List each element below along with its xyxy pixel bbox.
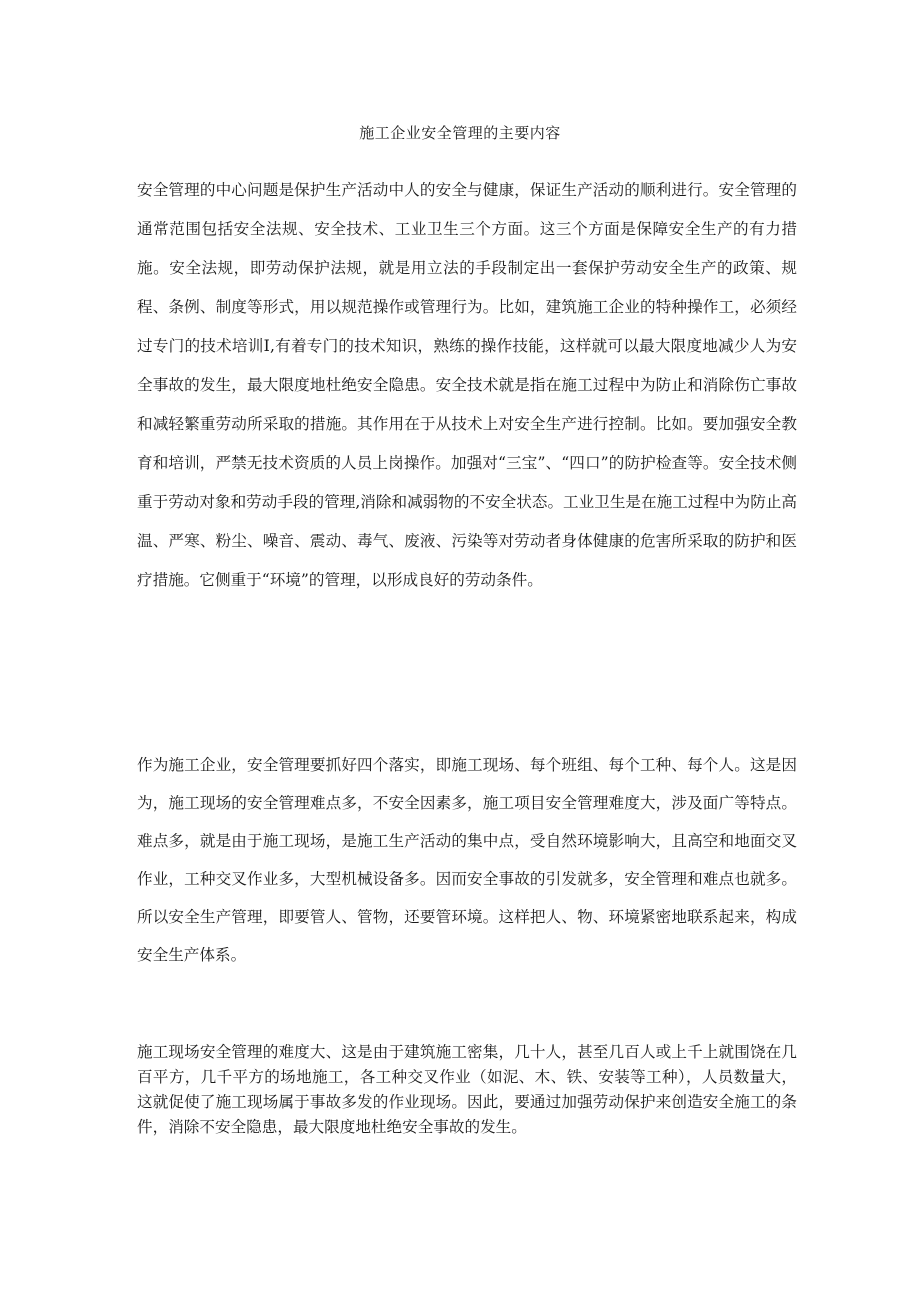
paragraph-site-management-difficulty: 施工现场安全管理的难度大、这是由于建筑施工密集，几十人，甚至几百人或上千上就围饶在几百平方，几千平方的场地施工，各工种交叉作业（如泥、木、铁、安装等工种），人员数量大，这就促使了施工现场属于事故多发的作业现场。因此，要通过加强劳动保护来创造安全施工的条件，消除不安全隐患，最大限度地杜绝安全事故的发生。 [137,1043,797,1136]
paragraph-safety-management-overview: 安全管理的中心问题是保护生产活动中人的安全与健康，保证生产活动的顺利进行。安全管理的通常范围包括安全法规、安全技术、工业卫生三个方面。这三个方面是保障安全生产的有力措施。安全法规，即劳动保护法规，就是用立法的手段制定出一套保护劳动安全生产的政策、规程、条例、制度等形式，用以规范操作或管理行为。比如，建筑施工企业的特种操作工，必须经过专门的技术培训Ⅰ,有着专门的技术知识，熟练的操作技能，这样就可以最大限度地减少人为安全事故的发生，最大限度地杜绝安全隐患。安全技术就是指在施工过程中为防止和消除伤亡事故和减轻繁重劳动所采取的措施。其作用在于从技术上对安全生产进行控制。比如。要加强安全教育和培训，严禁无技术资质的人员上岗操作。加强对“三宝”、“四口”的防护检查等。安全技术侧重于劳动对象和劳动手段的管理,消除和减弱物的不安全状态。工业卫生是在施工过程中为防止高温、严寒、粉尘、噪音、震动、毒气、废液、污染等对劳动者身体健康的危害所采取的防护和医疗措施。它侧重于“环境”的管理，以形成良好的劳动条件。 [137,181,797,589]
document-title: 施工企业安全管理的主要内容 [359,124,561,142]
paragraph-four-implementations: 作为施工企业，安全管理要抓好四个落实，即施工现场、每个班组、每个工种、每个人。这是因为，施工现场的安全管理难点多，不安全因素多，施工项目安全管理难度大，涉及面广等特点。难点多，就是由于施工现场，是施工生产活动的集中点，受自然环境影响大，且高空和地面交叉作业，工种交叉作业多，大型机械设备多。因而安全事故的引发就多，安全管理和难点也就多。所以安全生产管理，即要管人、管物，还要管环境。这样把人、物、环境紧密地联系起来，构成安全生产体系。 [137,756,797,964]
